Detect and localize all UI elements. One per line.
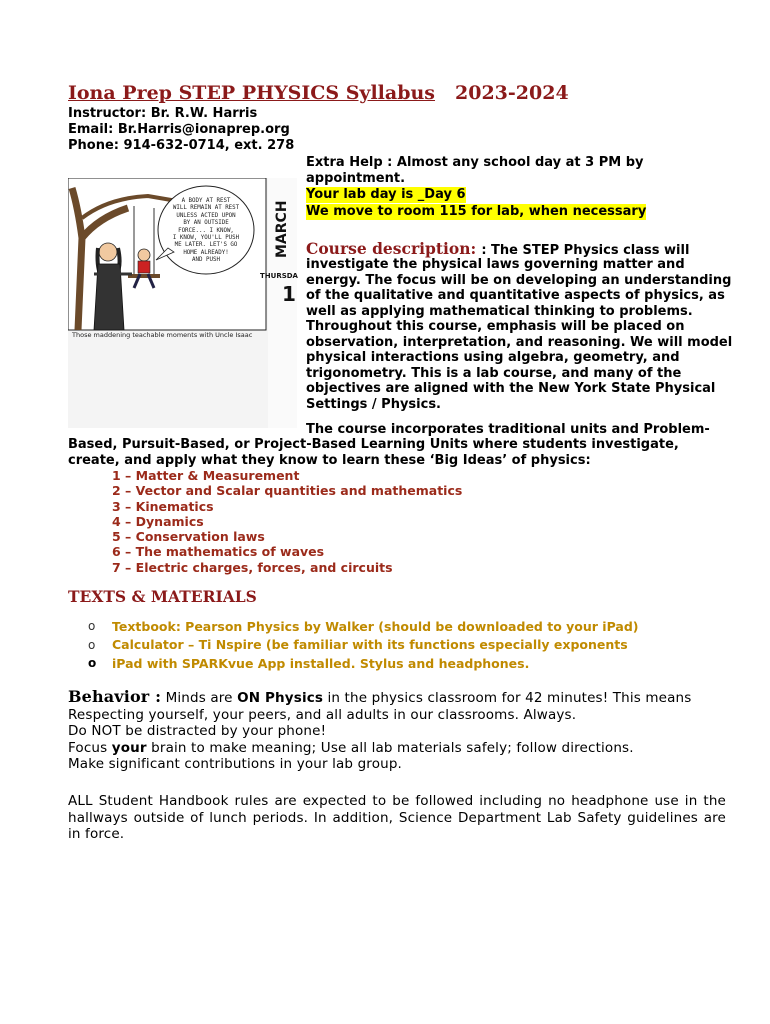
calendar-date: 1: [282, 282, 296, 306]
speech-line: BY AN OUTSIDE: [183, 220, 229, 227]
handbook-paragraph: ALL Student Handbook rules are expected to be followed including no headphone use in the hallways outside of lunch periods. In addition, Science Department Lab Safety guidelines are in force.: [68, 793, 726, 843]
course-description-line: objectives are aligned with the New York State Physical: [306, 381, 716, 396]
speech-line: HOME ALREADY!: [183, 249, 229, 256]
instructor-line: Instructor: Br. R.W. Harris: [68, 106, 258, 121]
materials-item: [88, 636, 639, 655]
behavior-line: Do NOT be distracted by your phone!: [68, 723, 327, 740]
course-description-line: observation, interpretation, and reasoning. We will model: [306, 334, 733, 350]
behavior-text: in the physics classroom for 42 minutes! This means: [323, 690, 692, 706]
speech-line: UNLESS ACTED UPON: [176, 212, 236, 219]
title-text: Iona Prep STEP PHYSICS Syllabus: [68, 82, 436, 104]
extra-help-line1: Extra Help : Almost any school day at 3 PM by: [306, 155, 644, 170]
course-description-line: energy. The focus will be on developing an understanding: [306, 272, 732, 288]
speech-line: A BODY AT REST: [181, 198, 231, 204]
units-intro-line: Based, Pursuit-Based, or Project-Based Learning Units where students investigate,: [68, 437, 679, 452]
extra-help-line2: appointment.: [306, 171, 406, 186]
speech-line: FORCE... I KNOW,: [178, 227, 234, 234]
speech-line: AND PUSH: [192, 257, 220, 264]
materials-item: [88, 617, 639, 636]
speech-line: I KNOW, YOU'LL PUSH: [172, 235, 240, 242]
behavior-text: Minds are: [161, 690, 238, 706]
lab-room-highlight: We move to room 115 for lab, when necessary: [306, 204, 647, 219]
course-description-line: Throughout this course, emphasis will be placed on: [306, 319, 685, 334]
behavior-line: [68, 740, 728, 757]
materials-item-text: Calculator – Ti Nspire (be familiar with its functions especially exponents: [112, 637, 628, 653]
speech-line: WILL REMAIN AT REST: [172, 205, 240, 212]
unit-item: 3 – Kinematics: [112, 498, 214, 514]
unit-item: 7 – Electric charges, forces, and circuits: [112, 559, 393, 575]
course-description-first-line: [306, 239, 689, 259]
bullet-icon: o: [88, 637, 96, 652]
cartoon-speech: [163, 198, 249, 265]
materials-item-text: Textbook: Pearson Physics by Walker (should be downloaded to your iPad): [112, 618, 639, 634]
behavior-emphasis: your: [111, 739, 147, 756]
course-description-line: : The STEP Physics class will: [481, 243, 690, 258]
unit-item: 6 – The mathematics of waves: [112, 544, 325, 560]
calendar-day-label: THURSDA: [260, 272, 298, 280]
materials-list: [88, 617, 639, 673]
syllabus-title: [68, 82, 569, 104]
unit-item: 1 – Matter & Measurement: [112, 468, 300, 483]
behavior-text: Focus: [68, 739, 112, 756]
behavior-text: brain to make meaning; Use all lab materials safely; follow directions.: [146, 739, 634, 756]
behavior-heading: Behavior :: [68, 687, 162, 706]
email-line: Email: Br.Harris@ionaprep.org: [68, 122, 290, 137]
behavior-line: Make significant contributions in your lab group.: [68, 756, 402, 773]
behavior-section: [68, 689, 728, 773]
behavior-line: Respecting yourself, your peers, and all adults in our classrooms. Always.: [68, 706, 577, 723]
materials-item: [88, 654, 639, 673]
course-description-line: trigonometry. This is a lab course, and many of the: [306, 365, 682, 381]
unit-item: 2 – Vector and Scalar quantities and mathematics: [112, 483, 463, 499]
course-description-heading: Course description:: [306, 239, 477, 258]
course-description-line: Settings / Physics.: [306, 396, 441, 412]
course-description-body: [306, 257, 732, 412]
texts-materials-heading: TEXTS & MATERIALS: [68, 587, 257, 606]
units-intro-line: create, and apply what they know to learn these ‘Big Ideas’ of physics:: [68, 453, 591, 468]
calendar-month: MARCH: [274, 200, 290, 258]
course-description-line: investigate the physical laws governing matter and: [306, 257, 685, 272]
course-description-line: physical interactions using algebra, geometry, and: [306, 350, 680, 365]
behavior-emphasis: ON Physics: [237, 690, 324, 706]
bullet-icon: o: [88, 656, 97, 671]
units-intro-line: The course incorporates traditional units and Problem-: [306, 422, 710, 437]
title-year: 2023-2024: [455, 82, 569, 104]
lab-day-highlight: Your lab day is _Day 6: [306, 187, 466, 202]
behavior-line: [68, 689, 728, 707]
speech-line: ME LATER. LET'S GO: [174, 242, 238, 249]
materials-item-text: iPad with SPARKvue App installed. Stylus and headphones.: [112, 655, 530, 671]
bullet-icon: o: [88, 619, 96, 634]
course-description-line: of the qualitative and quantitative aspects of physics, as: [306, 288, 725, 303]
phone-line: Phone: 914-632-0714, ext. 278: [68, 138, 295, 153]
course-description-line: well as applying mathematical thinking to problems.: [306, 303, 693, 319]
newton-cartoon-image: [68, 178, 297, 428]
unit-item: 4 – Dynamics: [112, 513, 204, 529]
unit-item: 5 – Conservation laws: [112, 529, 265, 545]
cartoon-caption: Those maddening teachable moments with Uncle Isaac: [72, 331, 253, 339]
units-list: [112, 468, 462, 575]
